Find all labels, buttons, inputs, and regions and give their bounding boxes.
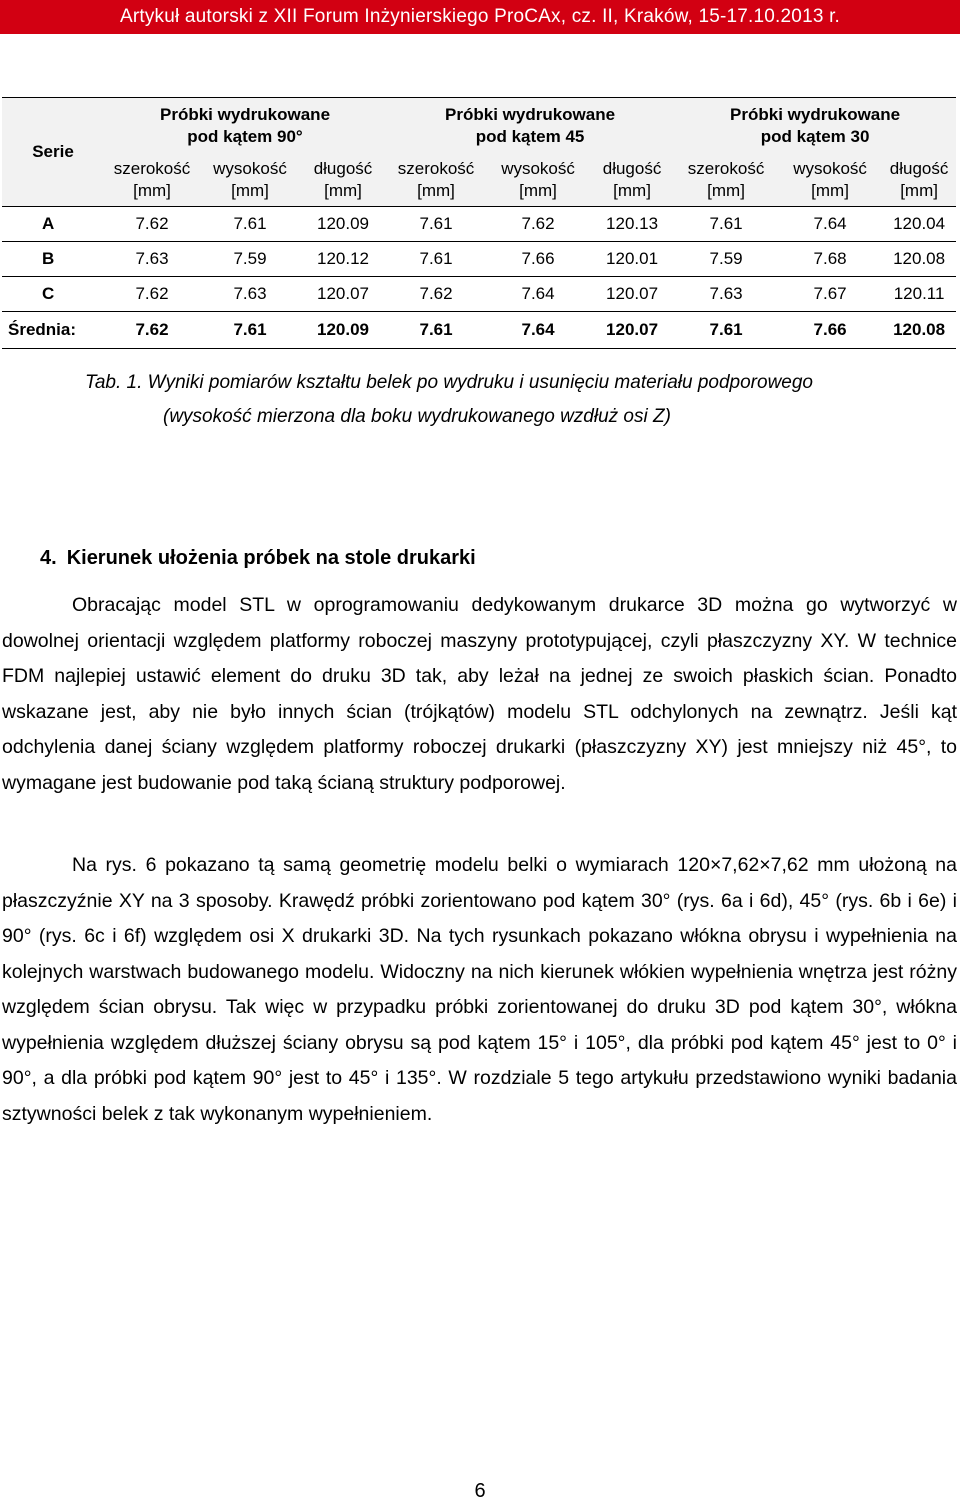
table-cell: 7.67 [778, 277, 882, 312]
table-cell: 120.12 [300, 242, 386, 277]
group-header-line: pod kątem 45 [475, 127, 585, 146]
serie-header: Serie [2, 98, 104, 207]
column-header: szerokość [mm] [104, 154, 200, 207]
table-caption-line: Tab. 1. Wyniki pomiarów kształtu belek po wydruku i usunięciu materiału podporowego [85, 372, 814, 393]
group-header-line: Próbki wydrukowane [445, 105, 616, 124]
body-paragraph: Obracając model STL w oprogramowaniu dedykowanym drukarce 3D można go wytworzyć w dowolnej orientacji względem platformy roboczej maszyny prototypującej, czyli płaszczyzny XY. W technice FDM najlepiej ustawić element do druku 3D tak, aby leżał na jednej ze swoich płaskich ścian. Ponadto wskazane jest, aby nie było innych ścian (trójkątów) modelu STL odchylonych na zewnątrz. Jeśli kąt odchylenia danej ściany względem platformy roboczej drukarki (płaszczyzny XY) jest mniejszy niż 45°, to wymagane jest budowanie pod taką ścianą struktury podporowej. [2, 594, 957, 794]
table-row [2, 242, 956, 277]
table-row-average [2, 312, 956, 349]
table-cell: 120.08 [882, 242, 956, 277]
table-header-groups [2, 98, 956, 155]
table-cell: 7.64 [486, 312, 590, 349]
body-paragraph: Na rys. 6 pokazano tą samą geometrię modelu belki o wymiarach 120×7,62×7,62 mm ułożoną na płaszczyźnie XY na 3 sposoby. Krawędź próbki zorientowano pod kątem 30° (rys. 6a i 6d), 45° (rys. 6b i 6e) i 90° (rys. 6c i 6f) względem osi X drukarki 3D. Na tych rysunkach pokazano włókna obrysu i wypełnienia na kolejnych warstwach budowanego modelu. Widoczny na nich kierunek włókien wypełnienia wnętrza jest różny względem ścian obrysu. Tak więc w przypadku próbki zorientowanej do druku 3D pod kątem 30°, włókna wypełnienia względem dłuższej ściany obrysu są pod kątem 15° i 105°, dla próbki pod kątem 45° jest to 0° i 90°, a dla próbki pod kątem 90° jest to 45° i 135°. W rozdziale 5 tego artykułu przedstawiono wyniki badania sztywności belek z tak wykonanym wypełnieniem. [2, 854, 957, 1125]
table-cell: 7.62 [486, 207, 590, 242]
results-table [2, 97, 956, 349]
table-cell: 7.63 [104, 242, 200, 277]
table-cell: 7.61 [674, 312, 778, 349]
column-header: długość [mm] [300, 154, 386, 207]
serie-cell: A [2, 207, 104, 242]
column-header: długość [mm] [882, 154, 956, 207]
table-cell: 120.07 [590, 312, 674, 349]
column-header: wysokość [mm] [778, 154, 882, 207]
table-cell: 7.66 [486, 242, 590, 277]
table-cell: 7.68 [778, 242, 882, 277]
table-cell: 120.09 [300, 312, 386, 349]
table-cell: 7.64 [486, 277, 590, 312]
table-cell: 7.61 [386, 312, 486, 349]
column-header: szerokość [mm] [674, 154, 778, 207]
table-cell: 7.61 [386, 207, 486, 242]
table-cell: 7.63 [674, 277, 778, 312]
column-header: wysokość [mm] [200, 154, 300, 207]
column-header: szerokość [mm] [386, 154, 486, 207]
table-cell: 7.66 [778, 312, 882, 349]
section-number: 4. [40, 547, 57, 569]
table-cell: 7.59 [674, 242, 778, 277]
table-cell: 7.62 [104, 207, 200, 242]
section-heading [40, 541, 476, 575]
table-cell: 120.07 [590, 277, 674, 312]
table-cell: 7.63 [200, 277, 300, 312]
table-cell: 7.62 [386, 277, 486, 312]
table-cell: 120.11 [882, 277, 956, 312]
table-cell: 7.61 [200, 312, 300, 349]
table-cell: 7.62 [104, 277, 200, 312]
table-cell: 120.08 [882, 312, 956, 349]
section-title: Kierunek ułożenia próbek na stole drukarki [66, 547, 476, 569]
group-header-90 [104, 98, 386, 155]
table-cell: 7.61 [386, 242, 486, 277]
serie-cell: Średnia: [2, 312, 104, 349]
group-header-line: Próbki wydrukowane [159, 105, 331, 124]
table-row [2, 277, 956, 312]
table-cell: 120.04 [882, 207, 956, 242]
serie-cell: C [2, 277, 104, 312]
table-row [2, 207, 956, 242]
group-header-45 [386, 98, 674, 155]
serie-cell: B [2, 242, 104, 277]
table-cell: 7.61 [200, 207, 300, 242]
group-header-line: pod kątem 90° [187, 127, 303, 146]
group-header-30 [674, 98, 956, 155]
table-cell: 7.59 [200, 242, 300, 277]
table-caption-line: (wysokość mierzona dla boku wydrukowanego wzdłuż osi Z) [163, 406, 671, 427]
page-number: 6 [474, 1480, 486, 1502]
table-cell: 7.62 [104, 312, 200, 349]
table-header-columns [2, 154, 956, 207]
table-cell: 120.09 [300, 207, 386, 242]
header-banner: Artykuł autorski z XII Forum Inżynierskiego ProCAx, cz. II, Kraków, 15-17.10.2013 r. [0, 0, 960, 34]
table-cell: 7.61 [674, 207, 778, 242]
group-header-line: Próbki wydrukowane [730, 105, 901, 124]
column-header: długość [mm] [590, 154, 674, 207]
table-cell: 120.07 [300, 277, 386, 312]
group-header-line: pod kątem 30 [760, 127, 870, 146]
table-cell: 7.64 [778, 207, 882, 242]
table-cell: 120.01 [590, 242, 674, 277]
column-header: wysokość [mm] [486, 154, 590, 207]
table-caption [0, 366, 960, 434]
table-cell: 120.13 [590, 207, 674, 242]
results-table-container [2, 97, 956, 349]
